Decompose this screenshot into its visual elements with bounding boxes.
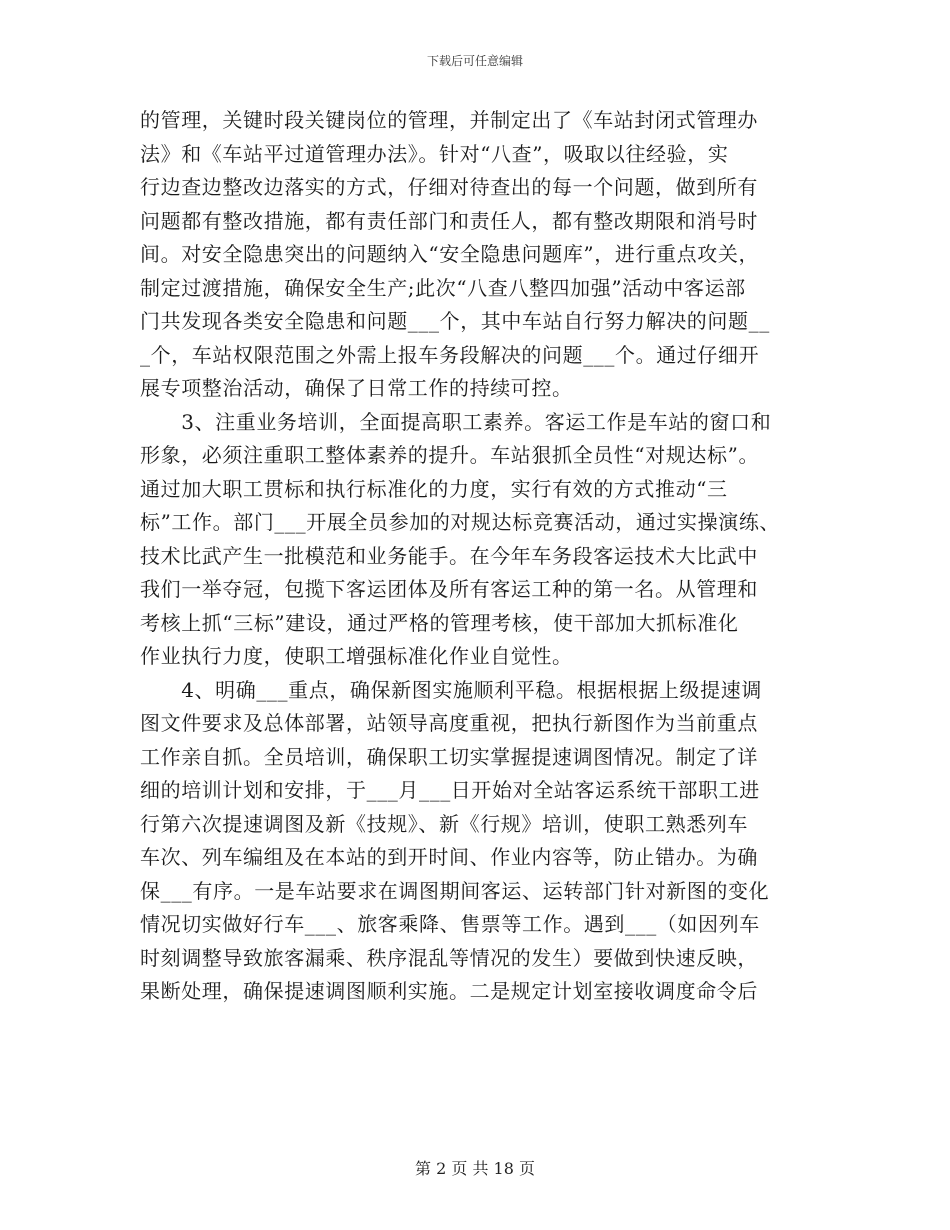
body-line: 车次、列车编组及在本站的到开时间、作业内容等，防止错办。为确 <box>140 845 758 869</box>
document-body <box>140 104 820 1009</box>
body-line: 3、注重业务培训，全面提高职工素养。客运工作是车站的窗口和 <box>140 409 772 434</box>
body-line: 作业执行力度，使职工增强标准化作业自觉性。 <box>140 644 573 668</box>
body-line: 情况切实做好行车___、旅客乘降、售票等工作。遇到___（如因列车 <box>140 912 760 936</box>
body-line: 的管理，关键时段关键岗位的管理，并制定出了《车站封闭式管理办 <box>140 108 758 132</box>
body-line: 问题都有整改措施，都有责任部门和责任人，都有整改期限和消号时 <box>140 208 758 233</box>
body-line: 我们一举夺冠，包揽下客运团体及所有客运工种的第一名。从管理和 <box>140 577 758 601</box>
body-line: 细的培训计划和安排，于___月___日开始对全站客运系统干部职工进 <box>140 778 760 802</box>
body-line: 行边查边整改边落实的方式，仔细对待查出的每一个问题，做到所有 <box>140 175 758 199</box>
page-number-footer: 第 2 页 共 18 页 <box>415 1159 535 1178</box>
body-line: _个，车站权限范围之外需上报车务段解决的问题___个。通过仔细开 <box>140 342 760 367</box>
page-header: 下载后可任意编辑 <box>426 54 523 68</box>
body-line: 果断处理，确保提速调图顺利实施。二是规定计划室接收调度命令后 <box>140 979 758 1003</box>
body-line: 时刻调整导致旅客漏乘、秩序混乱等情况的发生）要做到快速反映， <box>140 945 758 970</box>
body-line: 制定过渡措施，确保安全生产;此次“八查八整四加强”活动中客运部 <box>140 275 746 300</box>
body-line: 法》和《车站平过道管理办法》。针对“八查”，吸取以往经验，实 <box>140 141 729 166</box>
body-line: 展专项整治活动，确保了日常工作的持续可控。 <box>140 376 573 400</box>
body-line: 间。对安全隐患突出的问题纳入“安全隐患问题库”，进行重点攻关， <box>140 242 760 266</box>
body-line: 技术比武产生一批模范和业务能手。在今年车务段客运技术大比武中 <box>140 543 758 568</box>
body-line: 通过加大职工贯标和执行标准化的力度，实行有效的方式推动“三 <box>140 476 728 501</box>
body-line: 标”工作。部门___开展全员参加的对规达标竞赛活动，通过实操演练、 <box>140 510 781 534</box>
body-line: 形象，必须注重职工整体素养的提升。车站狠抓全员性“对规达标”。 <box>140 443 760 467</box>
body-line: 保___有序。一是车站要求在调图期间客运、运转部门针对新图的变化 <box>140 878 770 903</box>
body-line: 考核上抓“三标”建设，通过严格的管理考核，使干部加大抓标准化 <box>140 610 739 635</box>
body-line: 工作亲自抓。全员培训，确保职工切实掌握提速调图情况。制定了详 <box>140 744 758 769</box>
body-line: 行第六次提速调图及新《技规》、新《行规》培训，使职工熟悉列车 <box>140 811 748 836</box>
body-line: 门共发现各类安全隐患和问题___个，其中车站自行努力解决的问题__ <box>140 309 770 333</box>
body-line: 4、明确___重点，确保新图实施顺利平稳。根据根据上级提速调 <box>140 677 762 702</box>
body-line: 图文件要求及总体部署，站领导高度重视，把执行新图作为当前重点 <box>140 711 758 735</box>
